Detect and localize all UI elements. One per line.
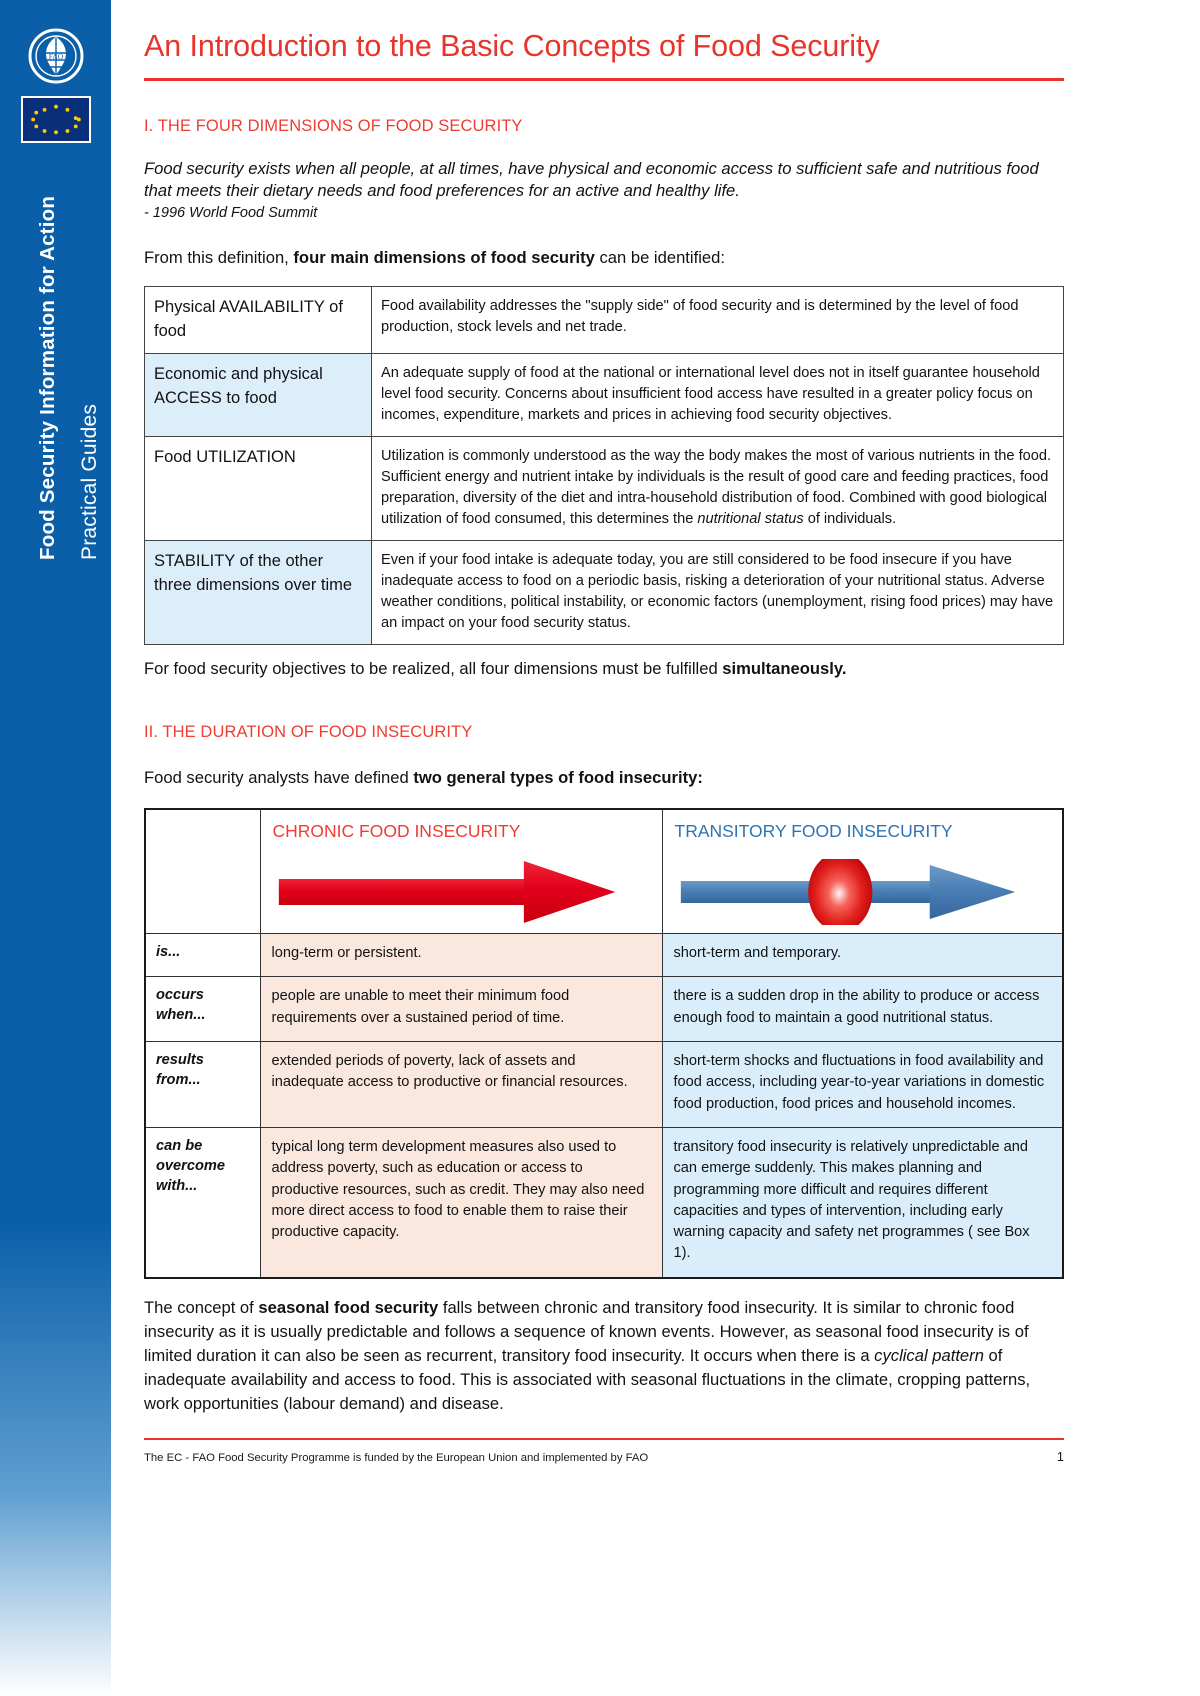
page-footer <box>144 1449 1064 1464</box>
intro-text-after: can be identified: <box>594 248 725 268</box>
footer-page-number: 1 <box>1056 1448 1064 1464</box>
footer-programme-text: The EC - FAO Food Security Programme is funded by the European Union and implemented by FAO <box>144 1451 649 1464</box>
page-content <box>144 0 1064 1464</box>
four-dimensions-intro <box>144 248 1064 268</box>
simultaneously-note <box>144 659 1064 679</box>
section-2-heading: II. THE DURATION OF FOOD INSECURITY <box>144 723 473 742</box>
row-key-results-from: results from... <box>145 1042 260 1128</box>
closing-part-3: of inadequate availability and access to food. This is associated with seasonal fluctuations in the climate, cropping patterns, work opportunities (labour demand) and disease. <box>144 1345 1031 1413</box>
footer-divider <box>144 1438 1064 1440</box>
utilization-text-2: of individuals. <box>803 511 897 528</box>
insecurity-types-table <box>144 808 1064 1279</box>
transitory-column-title: TRANSITORY FOOD INSECURITY <box>674 821 953 842</box>
table-row <box>145 934 1063 977</box>
closing-bold-1: seasonal food security <box>258 1297 439 1317</box>
food-security-definition: Food security exists when all people, at all times, have physical and economic access to sufficient safe and nutritious food that meets their dietary needs and food preferences for an active and healthy life. <box>144 158 1039 201</box>
definition-source: - 1996 World Food Summit <box>144 205 318 222</box>
sidebar-inner <box>0 0 111 1640</box>
left-sidebar <box>0 0 111 1696</box>
transitory-is-cell: short-term and temporary. <box>662 934 1063 977</box>
chronic-overcome-cell: typical long term development measures also used to address poverty, such as education or access to productive resources, such as credit. They may also need more direct access to food to enable them to raise their productive capacity. <box>260 1127 662 1277</box>
two-types-bold: two general types of food insecurity: <box>413 768 703 788</box>
closing-part-2: falls between chronic and transitory food insecurity. It is similar to chronic food insecurity as it is usually predictable and follows a sequence of known events. However, as seasonal food insecurity is of limited duration it can also be seen as recurrent, transitory food insecurity. It occurs when there is a <box>144 1297 1029 1365</box>
table-row <box>145 287 1064 354</box>
dimension-body-utilization <box>372 437 1064 541</box>
dimension-label-availability: Physical AVAILABILITY of food <box>145 287 372 354</box>
intro-text-before: From this definition, <box>144 248 294 268</box>
section-1-heading: I. THE FOUR DIMENSIONS OF FOOD SECURITY <box>144 116 523 135</box>
four-dimensions-table <box>144 286 1064 645</box>
chronic-is-cell: long-term or persistent. <box>260 934 662 977</box>
table-header-row <box>145 809 1063 934</box>
dimension-label-utilization: Food UTILIZATION <box>145 437 372 541</box>
chronic-results-from-cell: extended periods of poverty, lack of assets and inadequate access to productive or financial resources. <box>260 1042 662 1128</box>
chronic-column-title: CHRONIC FOOD INSECURITY <box>272 821 521 842</box>
intro-text-bold: four main dimensions of food security <box>293 248 595 268</box>
table-row <box>145 1042 1063 1128</box>
european-union-flag <box>21 96 91 143</box>
row-key-is: is... <box>145 934 260 977</box>
section-2-wrapper <box>144 723 1064 1416</box>
svg-text:FAO: FAO <box>48 52 64 61</box>
transitory-results-from-cell: short-term shocks and fluctuations in food availability and food access, including year-to-year variations in domestic food production, food prices and household incomes. <box>662 1042 1063 1128</box>
dimension-body-availability: Food availability addresses the "supply side" of food security and is determined by the level of food production, stock levels and net trade. <box>372 287 1064 354</box>
sidebar-vertical-subtitle: Practical Guides <box>78 403 101 560</box>
transitory-header-cell <box>662 809 1063 934</box>
table-row <box>145 977 1063 1042</box>
two-types-intro <box>144 768 1064 788</box>
page-title: An Introduction to the Basic Concepts of Food Security <box>144 29 880 63</box>
transitory-overcome-cell: transitory food insecurity is relatively unpredictable and can emerge suddenly. This makes planning and programming more difficult and requires different capacities and types of intervention, including early warning capacity and safety net programmes ( see Box 1). <box>662 1127 1063 1277</box>
closing-part-1: The concept of <box>144 1297 259 1317</box>
dimension-label-access: Economic and physical ACCESS to food <box>145 354 372 437</box>
dimension-body-stability: Even if your food intake is adequate today, you are still considered to be food insecure if you have inadequate access to food on a periodic basis, risking a deterioration of your nutritional status. Adverse weather conditions, political instability, or economic factors (unemployment, rising food prices) may have an impact on your food security status. <box>372 541 1064 645</box>
two-types-text: Food security analysts have defined <box>144 768 414 788</box>
table-row <box>145 1127 1063 1277</box>
chronic-arrow-graphic <box>273 859 650 933</box>
simultaneously-bold: simultaneously. <box>722 659 847 679</box>
closing-italic-1: cyclical pattern <box>874 1345 984 1365</box>
sidebar-vertical-text <box>0 160 111 600</box>
chronic-occurs-when-cell: people are unable to meet their minimum food requirements over a sustained period of time. <box>260 977 662 1042</box>
seasonal-food-security-paragraph <box>144 1296 1064 1416</box>
table-row <box>145 437 1064 541</box>
row-key-can-be-overcome-with: can be overcome with... <box>145 1127 260 1277</box>
fao-logo <box>28 28 84 84</box>
transitory-occurs-when-cell: there is a sudden drop in the ability to produce or access enough food to maintain a good nutritional status. <box>662 977 1063 1042</box>
utilization-text-italic: nutritional status <box>697 511 804 528</box>
dimension-body-access: An adequate supply of food at the national or international level does not in itself guarantee household level food security. Concerns about insufficient food access have resulted in a greater policy focus on incomes, expenditure, markets and prices in achieving food security objectives. <box>372 354 1064 437</box>
document-page <box>111 0 1200 1696</box>
simultaneously-text: For food security objectives to be realized, all four dimensions must be fulfilled <box>144 659 723 679</box>
dimension-label-stability: STABILITY of the other three dimensions over time <box>145 541 372 645</box>
table-row <box>145 541 1064 645</box>
transitory-arrow-graphic <box>675 859 1051 933</box>
table-corner-cell <box>145 809 260 934</box>
row-key-occurs-when: occurs when... <box>145 977 260 1042</box>
sidebar-vertical-title: Food Security Information for Action <box>36 195 59 560</box>
title-divider <box>144 78 1064 81</box>
table-row <box>145 354 1064 437</box>
utilization-text-1: Utilization is commonly understood as the way the body makes the most of various nutrients in the food. Sufficient energy and nutrient intake by individuals is the result of good care and feeding practices, food preparation, diversity of the diet and intra-household distribution of food. Combined with good biological utilization of food consumed, this determines the <box>381 448 1052 528</box>
chronic-header-cell <box>260 809 662 934</box>
